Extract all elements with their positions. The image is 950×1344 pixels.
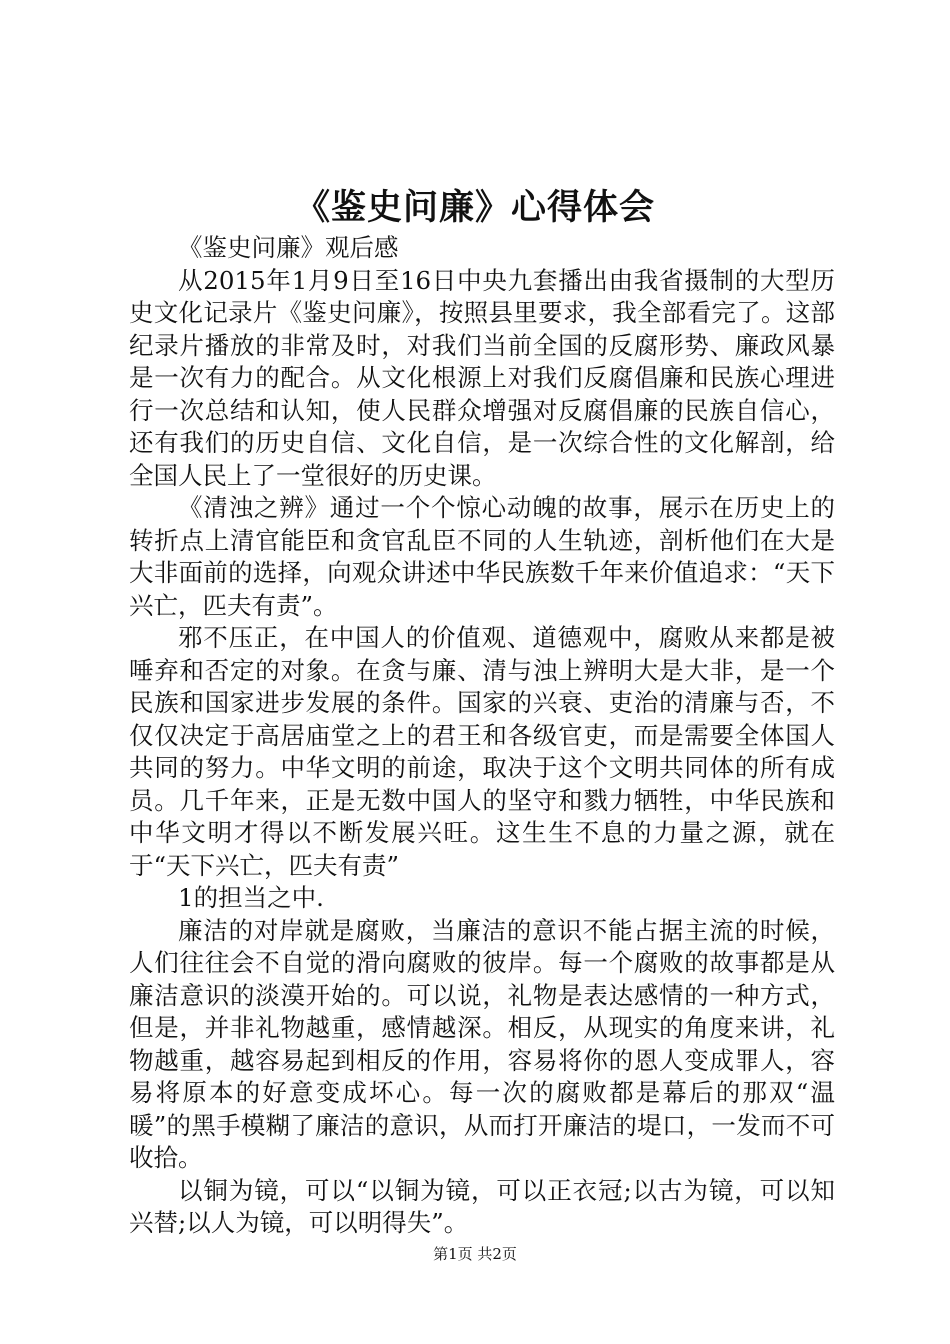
- document-body: [129, 232, 835, 1240]
- paragraph-subtitle: 《鉴史问廉》观后感: [178, 233, 399, 262]
- paragraph: 1的担当之中.: [178, 883, 324, 912]
- paragraph: 邪不压正，在中国人的价值观、道德观中，腐败从来都是被唾弃和否定的对象。在贪与廉、清与浊上辨明大是大非，是一个民族和国家进步发展的条件。国家的兴衰、吏治的清廉与否，不仅仅决定于高居庙堂之上的君王和各级官吏，而是需要全体国人共同的努力。中华文明的前途，取决于这个文明共同体的所有成员。几千年来，正是无数中国人的坚守和戮力牺牲，中华民族和中华文明才得以不断发展兴旺。这生生不息的力量之源，就在于“天下兴亡，匹夫有责”: [129, 623, 835, 880]
- paragraph: 从2015年1月9日至16日中央九套播出由我省摄制的大型历史文化记录片《鉴史问廉》，按照县里要求，我全部看完了。这部纪录片播放的非常及时，对我们当前全国的反腐形势、廉政风暴是一次有力的配合。从文化根源上对我们反腐倡廉和民族心理进行一次总结和认知，使人民群众增强对反腐倡廉的民族自信心，还有我们的历史自信、文化自信，是一次综合性的文化解剖，给全国人民上了一堂很好的历史课。: [129, 265, 835, 490]
- page-number-footer: 第1页 共2页: [433, 1245, 517, 1263]
- paragraph: 廉洁的对岸就是腐败，当廉洁的意识不能占据主流的时候，人们往往会不自觉的滑向腐败的彼岸。每一个腐败的故事都是从廉洁意识的淡漠开始的。可以说，礼物是表达感情的一种方式，但是，并非礼物越重，感情越深。相反，从现实的角度来讲，礼物越重，越容易起到相反的作用，容易将你的恩人变成罪人，容易将原本的好意变成坏心。每一次的腐败都是幕后的那双“温暖”的黑手模糊了廉洁的意识，从而打开廉洁的堤口，一发而不可收拾。: [129, 915, 835, 1172]
- document-title: 《鉴史问廉》心得体会: [294, 187, 655, 228]
- paragraph: 以铜为镜，可以“以铜为镜，可以正衣冠;以古为镜，可以知兴替;以人为镜，可以明得失”。: [129, 1175, 835, 1237]
- paragraph: 《清浊之辨》通过一个个惊心动魄的故事，展示在历史上的转折点上清官能臣和贪官乱臣不同的人生轨迹，剖析他们在大是大非面前的选择，向观众讲述中华民族数千年来价值追求：“天下兴亡，匹夫有责”。: [129, 493, 835, 620]
